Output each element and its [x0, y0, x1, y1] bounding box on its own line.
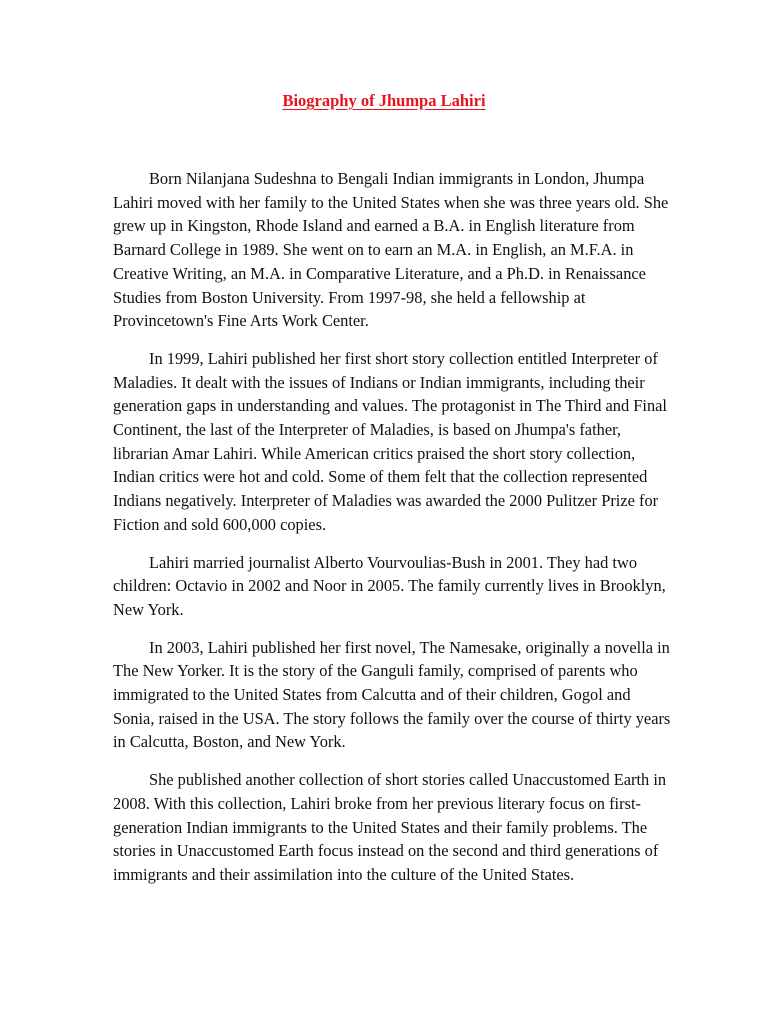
paragraph-unaccustomed-earth: She published another collection of short stories called Unaccustomed Earth in 2008. With this collection, Lahiri broke from her previous literary focus on first-generation Indian immigrants to the United States and their family problems. The stories in Unaccustomed Earth focus instead on the second and third generations of immigrants and their assimilation into the culture of the United States. [113, 770, 667, 884]
document-body [113, 167, 675, 901]
paragraph-marriage: Lahiri married journalist Alberto Vourvoulias-Bush in 2001. They had two children: Octavio in 2002 and Noor in 2005. The family currently lives in Brooklyn, New York. [113, 552, 666, 619]
paragraph-interpreter-of-maladies: In 1999, Lahiri published her first short story collection entitled Interpreter of Maladies. It dealt with the issues of Indians or Indian immigrants, including their generation gaps in understanding and values. The protagonist in The Third and Final Continent, the last of the Interpreter of Maladies, is based on Jhumpa's father, librarian Amar Lahiri. While American critics praised the short story collection, Indian critics were hot and cold. Some of them felt that the collection represented Indians negatively. Interpreter of Maladies was awarded the 2000 Pulitzer Prize for Fiction and sold 600,000 copies. [113, 348, 667, 534]
document-title: Biography of Jhumpa Lahiri [282, 91, 486, 110]
paragraph-early-life: Born Nilanjana Sudeshna to Bengali Indian immigrants in London, Jhumpa Lahiri moved with her family to the United States when she was three years old. She grew up in Kingston, Rhode Island and earned a B.A. in English literature from Barnard College in 1989. She went on to earn an M.A. in English, an M.F.A. in Creative Writing, an M.A. in Comparative Literature, and a Ph.D. in Renaissance Studies from Boston University. From 1997-98, she held a fellowship at Provincetown's Fine Arts Work Center. [113, 169, 669, 331]
paragraph-the-namesake: In 2003, Lahiri published her first novel, The Namesake, originally a novella in The New Yorker. It is the story of the Ganguli family, comprised of parents who immigrated to the United States from Calcutta and of their children, Gogol and Sonia, raised in the USA. The story follows the family over the course of thirty years in Calcutta, Boston, and New York. [113, 637, 671, 752]
